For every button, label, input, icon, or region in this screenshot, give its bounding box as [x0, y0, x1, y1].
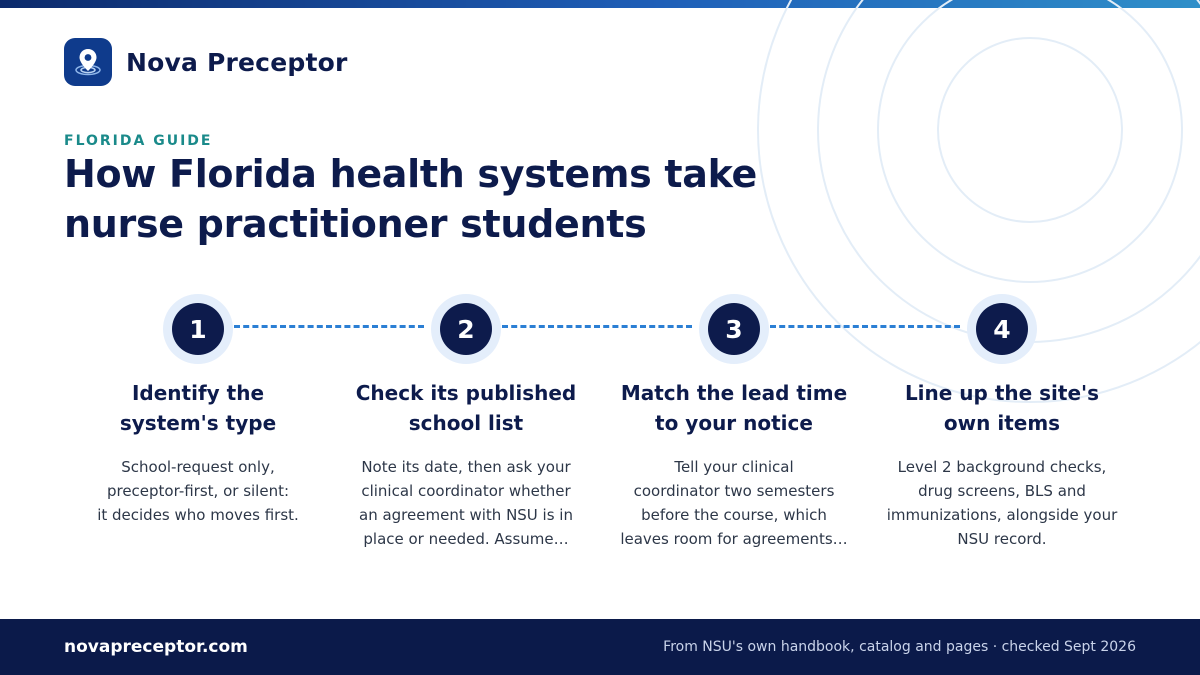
step-description-line: leaves room for agreements… — [620, 530, 848, 548]
step-4 — [882, 294, 1122, 551]
step-title-line: school list — [408, 411, 524, 435]
brand-name: Nova Preceptor — [126, 47, 348, 77]
footer-url-link[interactable]: novapreceptor.com — [64, 637, 248, 657]
step-3 — [614, 294, 854, 551]
eyebrow-label: FLORIDA GUIDE — [64, 133, 213, 149]
step-number-badge: 2 — [440, 303, 492, 355]
step-number-badge: 3 — [708, 303, 760, 355]
step-2 — [346, 294, 586, 551]
step-title-line: Line up the site's — [904, 381, 1100, 405]
step-title-line: own items — [943, 411, 1061, 435]
step-description-line: place or needed. Assume… — [363, 530, 569, 548]
page-title — [64, 149, 764, 249]
step-badge-ring — [431, 294, 501, 364]
step-title-line: to your notice — [655, 411, 813, 435]
step-description-line: an agreement with NSU is in — [359, 506, 573, 524]
title-line: nurse practitioner students — [64, 202, 647, 246]
step-description-line: Note its date, then ask your — [361, 458, 571, 476]
step-title — [882, 378, 1122, 438]
step-description-line: preceptor-first, or silent: — [106, 482, 290, 500]
steps-row — [64, 294, 1136, 564]
footer-bar — [0, 619, 1200, 675]
step-title-line: Check its published — [355, 381, 577, 405]
step-description-line: School-request only, — [121, 458, 275, 476]
step-title — [614, 378, 854, 438]
step-title-line: Identify the — [131, 381, 265, 405]
step-description — [614, 455, 854, 551]
step-title-line: Match the lead time — [620, 381, 848, 405]
step-number-badge: 1 — [172, 303, 224, 355]
step-description-line: Tell your clinical — [674, 458, 794, 476]
step-description-line: NSU record. — [957, 530, 1047, 548]
footer-source-note: From NSU's own handbook, catalog and pages · checked Sept 2026 — [663, 639, 1136, 655]
step-description-line: clinical coordinator whether — [361, 482, 571, 500]
step-1 — [78, 294, 318, 527]
step-number-badge: 4 — [976, 303, 1028, 355]
step-description-line: Level 2 background checks, — [897, 458, 1107, 476]
title-line: How Florida health systems take — [64, 152, 758, 196]
step-title-line: system's type — [119, 411, 277, 435]
step-description-line: drug screens, BLS and — [918, 482, 1086, 500]
step-title — [346, 378, 586, 438]
step-title — [78, 378, 318, 438]
step-badge-ring — [699, 294, 769, 364]
step-description-line: it decides who moves first. — [97, 506, 299, 524]
location-pin-icon — [64, 38, 112, 86]
step-description — [882, 455, 1122, 551]
step-description-line: immunizations, alongside your — [886, 506, 1118, 524]
step-badge-ring — [163, 294, 233, 364]
step-badge-ring — [967, 294, 1037, 364]
top-accent-bar — [0, 0, 1200, 8]
step-description-line: coordinator two semesters — [633, 482, 835, 500]
brand[interactable] — [64, 38, 348, 86]
step-description — [346, 455, 586, 551]
step-description-line: before the course, which — [641, 506, 827, 524]
step-description — [78, 455, 318, 527]
